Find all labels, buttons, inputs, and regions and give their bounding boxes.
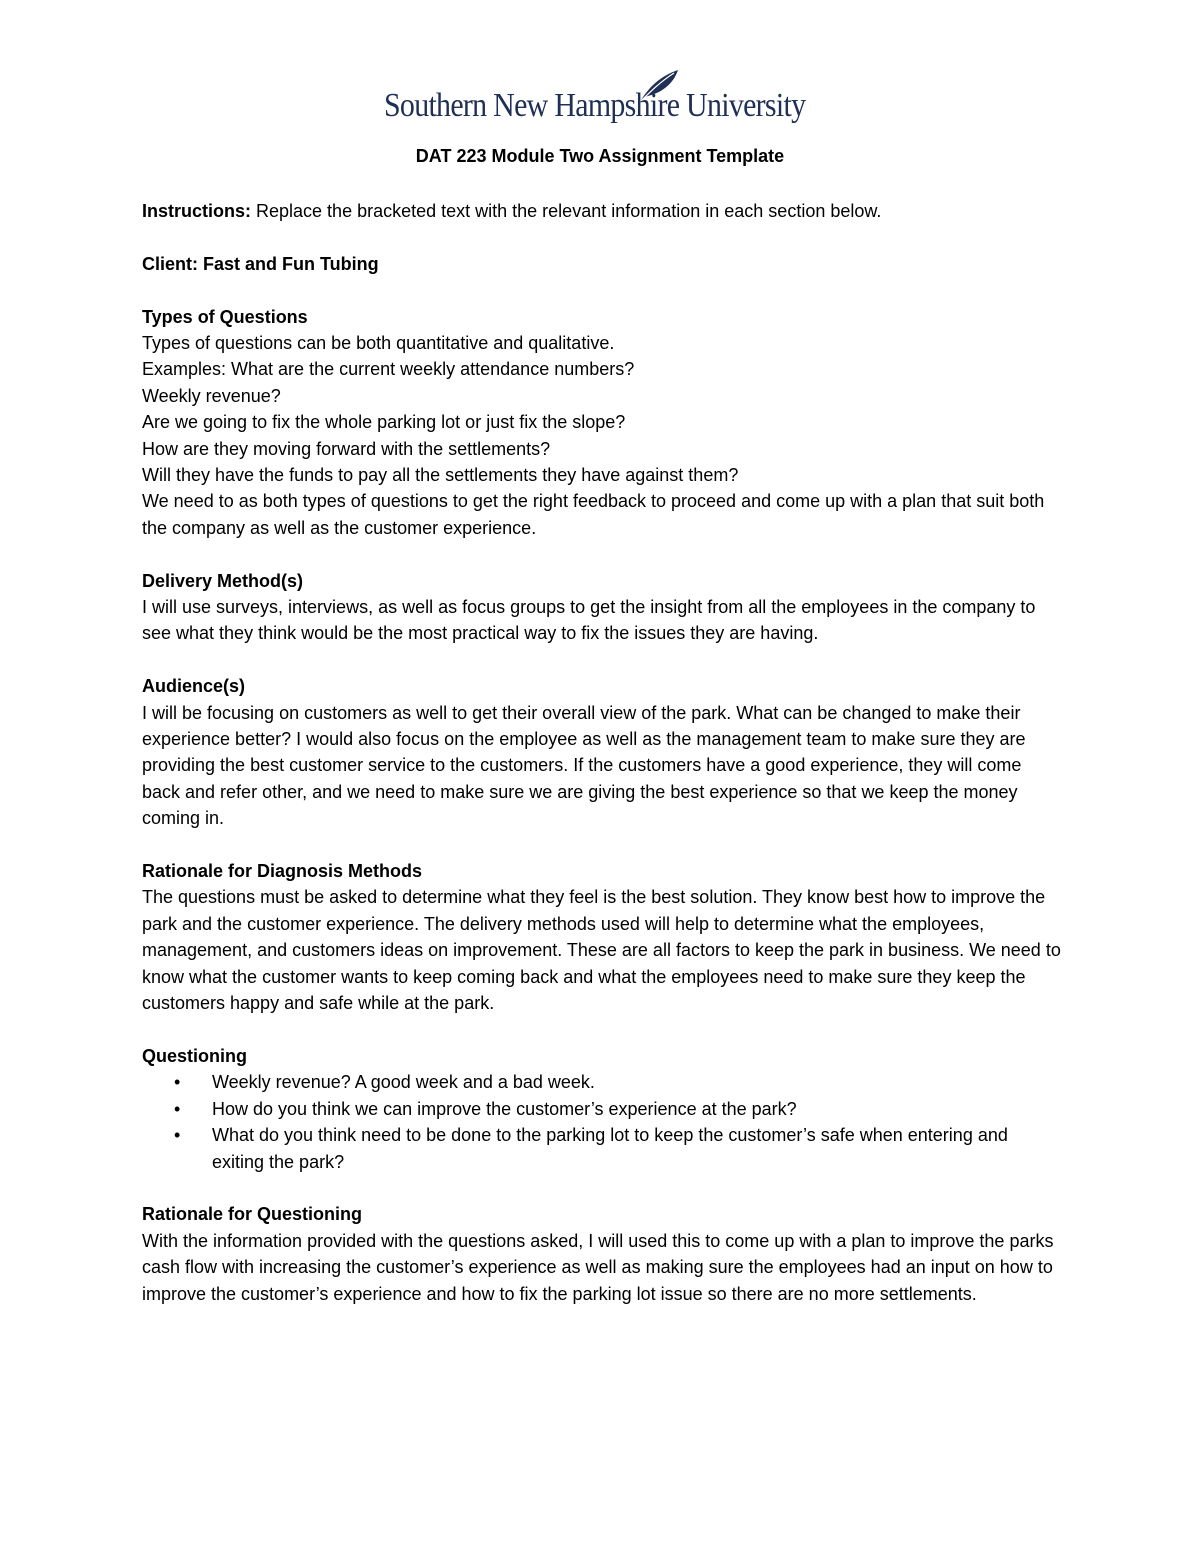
questioning-list: [142, 1069, 1062, 1175]
document-body: [142, 198, 1062, 1307]
bullet-icon: •: [174, 1125, 181, 1146]
document-title: DAT 223 Module Two Assignment Template: [415, 146, 785, 166]
types-line: Will they have the funds to pay all the settlements they have against them?: [142, 465, 739, 486]
bullet-icon: •: [174, 1098, 181, 1119]
rationale-questioning-text: With the information provided with the questions asked, I will used this to come up with a plan to improve the parks cash flow with increasing the customer’s experience as well as making sure the employees had an input on how to improve the customer’s experience and how to fix the parking lot issue so there are no more settlements.: [142, 1230, 1054, 1304]
types-line: Types of questions can be both quantitative and qualitative.: [142, 333, 615, 353]
types-line: Are we going to fix the whole parking lot or just fix the slope?: [142, 412, 626, 433]
types-line: How are they moving forward with the settlements?: [142, 438, 551, 459]
list-item-text: What do you think need to be done to the parking lot to keep the customer’s safe when entering and exiting the park?: [212, 1125, 1008, 1172]
list-item: [142, 1096, 1062, 1122]
list-item: [142, 1122, 1062, 1175]
list-item-text: Weekly revenue? A good week and a bad week.: [212, 1072, 595, 1093]
questioning-heading: Questioning: [142, 1045, 247, 1066]
university-name: Southern New Hampshire University: [384, 87, 806, 124]
bullet-icon: •: [174, 1072, 181, 1093]
client-line: Client: Fast and Fun Tubing: [142, 253, 379, 274]
types-of-questions-heading: Types of Questions: [142, 306, 308, 327]
audiences-text: I will be focusing on customers as well to get their overall view of the park. What can be changed to make their experience better? I would also focus on the employee as well as the management team to make sure they are providing the best customer service to the customers. If the customers have a good experience, they will come back and refer other, and we need to make sure we are giving the best experience so that we keep the money coming in.: [142, 702, 1026, 829]
delivery-methods-text: I will use surveys, interviews, as well as focus groups to get the insight from all the employees in the company to see what they think would be the most practical way to fix the issues they are having.: [142, 597, 1036, 644]
rationale-diagnosis-heading: Rationale for Diagnosis Methods: [142, 861, 423, 882]
rationale-diagnosis-text: The questions must be asked to determine what they feel is the best solution. They know best how to improve the park and the customer experience. The delivery methods used will help to determine what the employees, management, and customers ideas on improvement. These are all factors to keep the park in business. We need to know what the customer wants to keep coming back and what the employees need to make sure they keep the customers happy and safe while at the park.: [142, 887, 1061, 1014]
instructions-line: [142, 198, 1062, 224]
audiences-heading: Audience(s): [142, 676, 246, 697]
list-item-text: How do you think we can improve the customer’s experience at the park?: [212, 1098, 797, 1119]
types-line: Weekly revenue?: [142, 385, 281, 406]
types-line: We need to as both types of questions to get the right feedback to proceed and come up with a plan that suit both the company as well as the customer experience.: [142, 491, 1045, 538]
types-line: Examples: What are the current weekly attendance numbers?: [142, 359, 635, 380]
instructions-text: Replace the bracketed text with the relevant information in each section below.: [251, 201, 882, 221]
delivery-methods-heading: Delivery Method(s): [142, 570, 304, 591]
rationale-questioning-heading: Rationale for Questioning: [142, 1204, 363, 1225]
university-logo: [384, 68, 816, 136]
list-item: [142, 1069, 1062, 1095]
instructions-label: Instructions:: [142, 201, 252, 221]
